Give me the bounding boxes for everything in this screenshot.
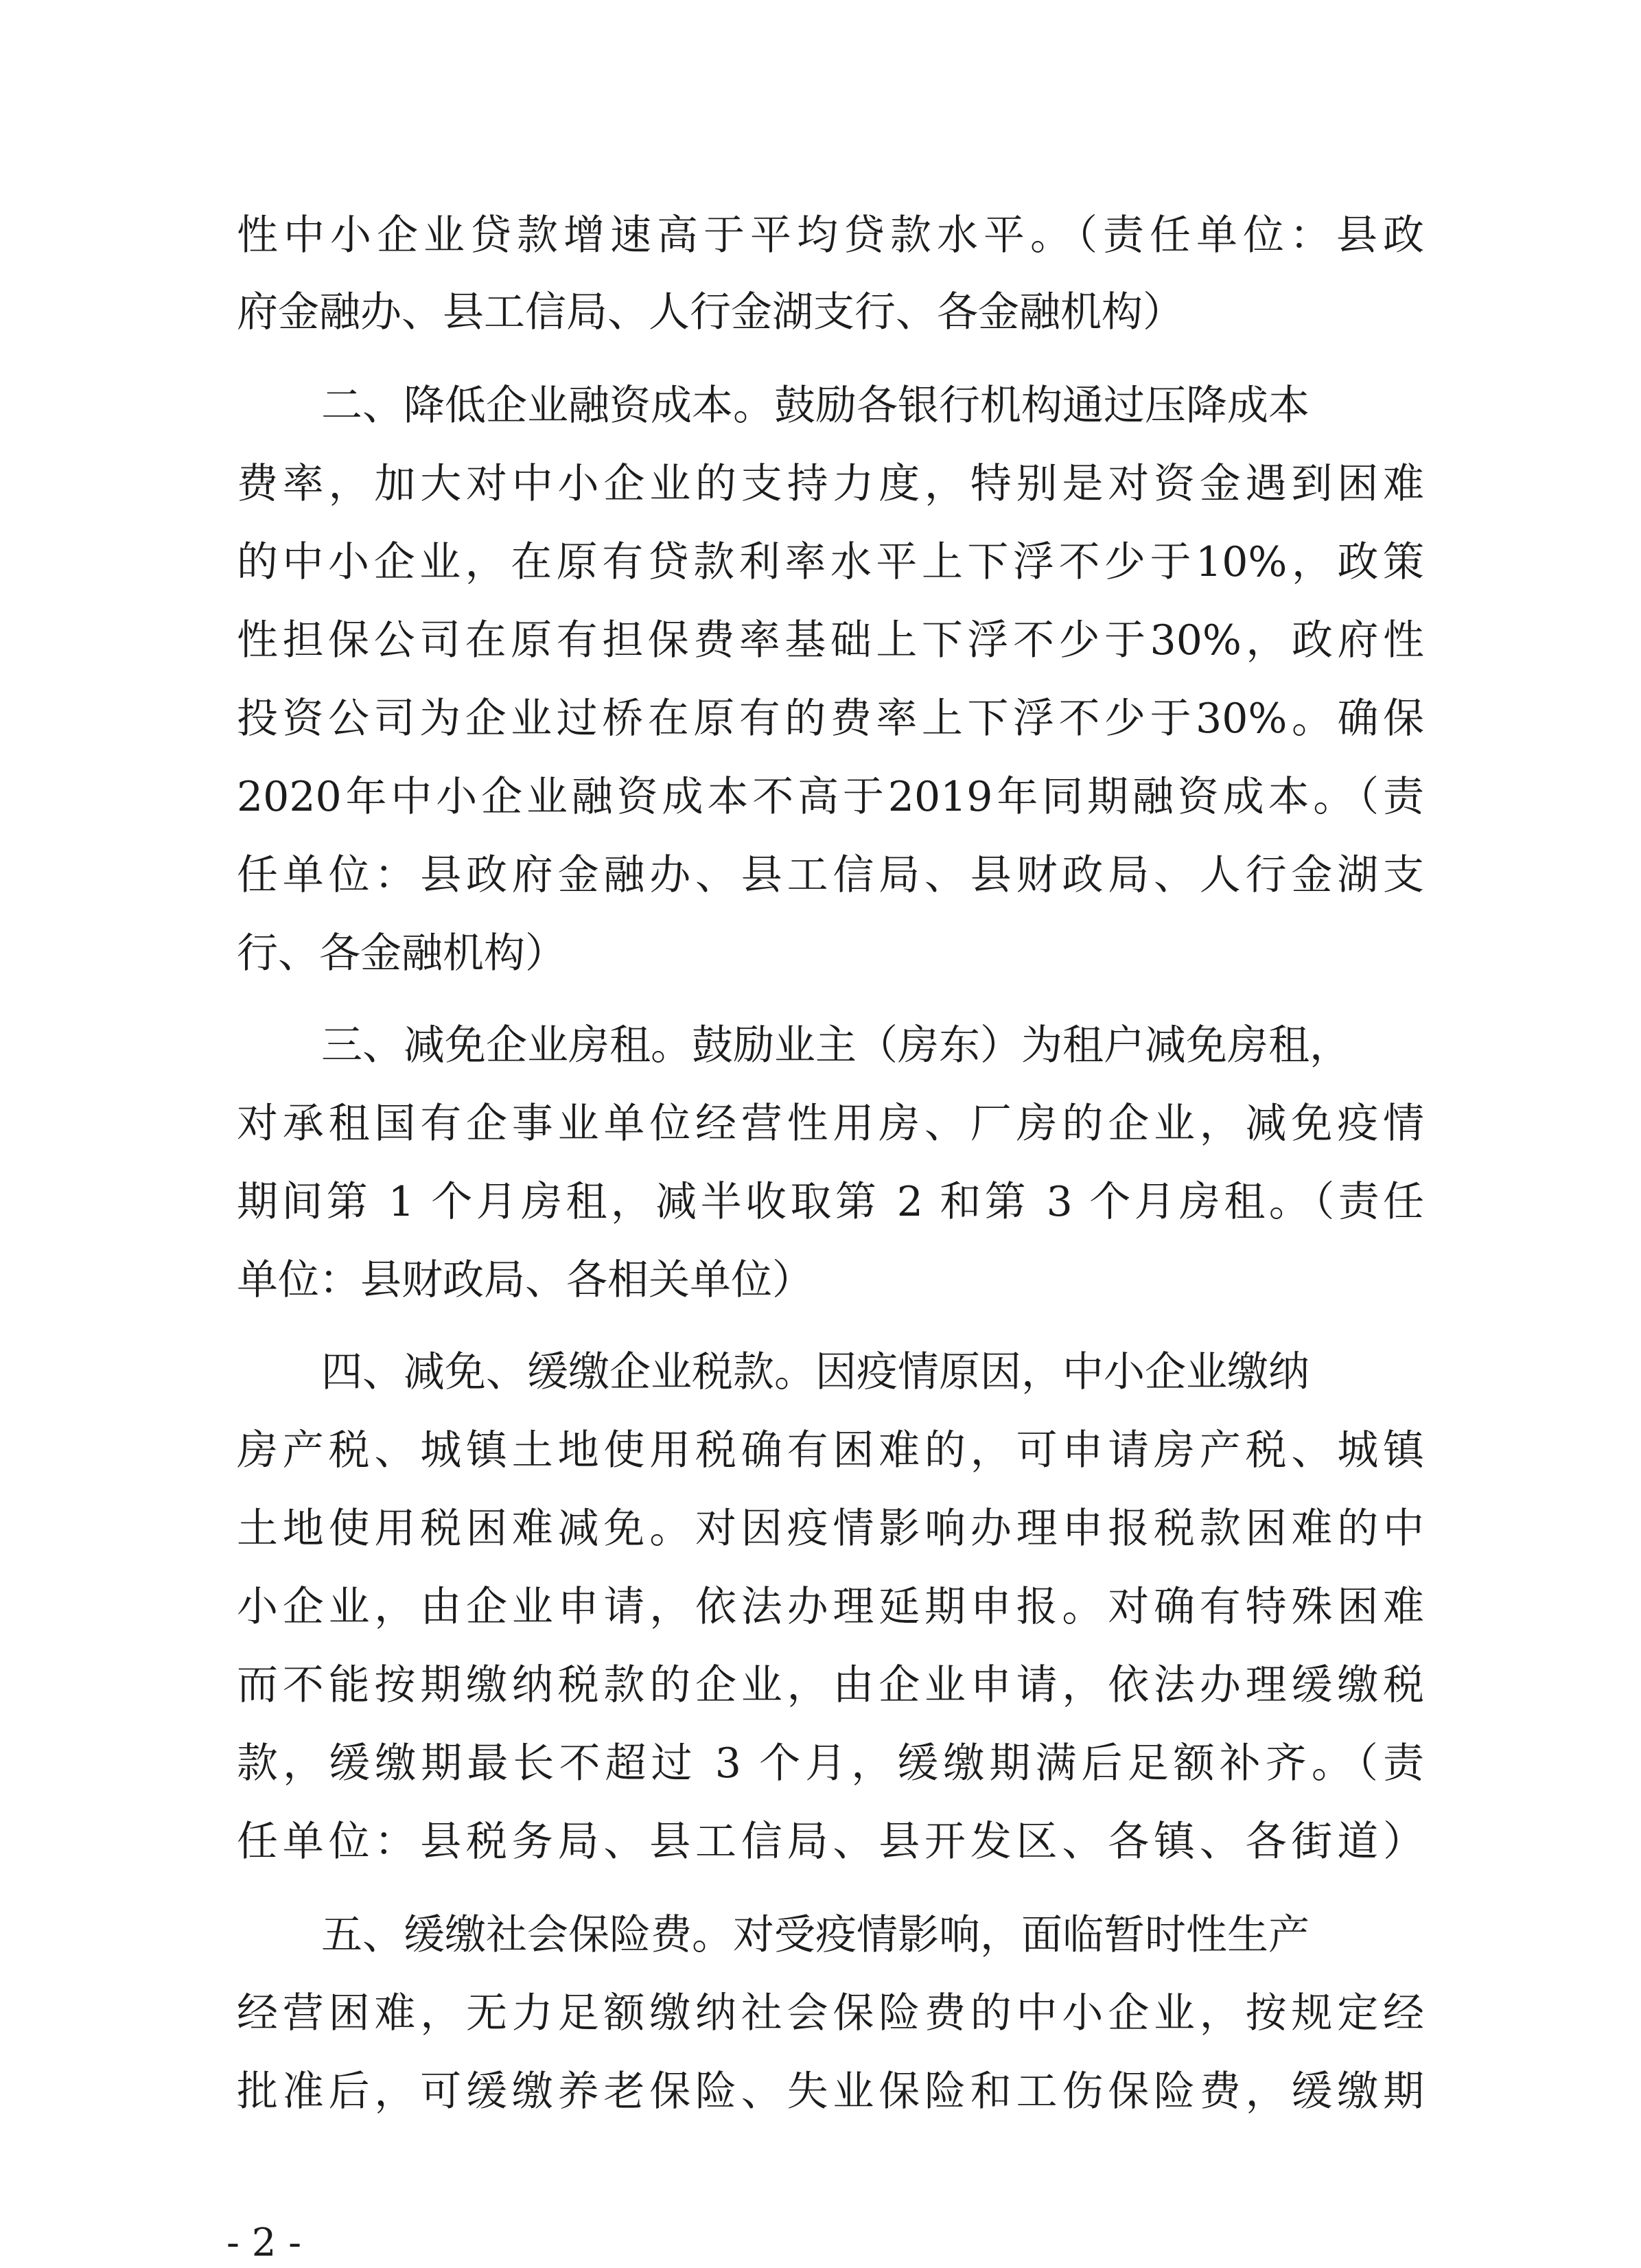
- line-text: 批准后，可缓缴养老保险、失业保险和工伤保险费，缓缴期: [237, 2068, 1424, 2116]
- section-four-heading: 四、减免、缓缴企业税款。: [321, 1348, 815, 1396]
- text-line: [237, 1583, 1424, 1631]
- text-line: [237, 211, 1424, 259]
- line-text: 任单位：县税务局、县工信局、县开发区、各镇、各街道）: [237, 1818, 1424, 1866]
- text-line: [237, 538, 1424, 586]
- line-text: 鼓励业主（房东）为租户减免房租，: [692, 1021, 1351, 1069]
- line-text: 而不能按期缴纳税款的企业，由企业申请，依法办理缓缴税: [237, 1661, 1424, 1709]
- line-text: 土地使用税困难减免。对因疫情影响办理申报税款困难的中: [237, 1505, 1424, 1553]
- line-text: 因疫情原因，中小企业缴纳: [815, 1348, 1310, 1396]
- line-text: 性中小企业贷款增速高于平均贷款水平。（责任单位：县政: [237, 211, 1424, 259]
- text-line: [237, 460, 1424, 508]
- line-text: 对受疫情影响，面临暂时性生产: [733, 1911, 1310, 1959]
- text-line: [237, 695, 1424, 743]
- text-line: [237, 2068, 1424, 2116]
- line-text: 小企业，由企业申请，依法办理延期申报。对确有特殊困难: [237, 1583, 1424, 1631]
- text-line: [237, 851, 1424, 899]
- text-line: [237, 1818, 1424, 1866]
- line-text: 行、各金融机构）: [237, 929, 566, 977]
- section-five-heading-line: [321, 1911, 1310, 1959]
- line-text: 鼓励各银行机构通过压降成本: [774, 382, 1310, 430]
- line-text: 府金融办、县工信局、人行金湖支行、各金融机构）: [237, 288, 1184, 336]
- line-text: 性担保公司在原有担保费率基础上下浮不少于30%，政府性: [237, 616, 1424, 664]
- text-line: [237, 1661, 1424, 1709]
- text-line: [237, 1178, 1424, 1226]
- text-line: [237, 616, 1424, 664]
- line-text: 款，缓缴期最长不超过 3 个月，缓缴期满后足额补齐。（责: [237, 1739, 1424, 1787]
- section-two-heading: 二、降低企业融资成本。: [321, 382, 774, 430]
- page-number: - 2 -: [226, 2221, 302, 2265]
- text-line: [237, 1256, 813, 1304]
- section-three-heading: 三、减免企业房租。: [321, 1021, 692, 1069]
- text-line: [237, 1426, 1424, 1474]
- text-line: [237, 288, 1184, 336]
- section-four-heading-line: [321, 1348, 1310, 1396]
- line-text: 2020年中小企业融资成本不高于2019年同期融资成本。（责: [237, 773, 1424, 821]
- line-text: 的中小企业，在原有贷款利率水平上下浮不少于10%，政策: [237, 538, 1424, 586]
- line-text: 单位：县财政局、各相关单位）: [237, 1256, 813, 1304]
- line-text: 房产税、城镇土地使用税确有困难的，可申请房产税、城镇: [237, 1426, 1424, 1474]
- line-text: 对承租国有企事业单位经营性用房、厂房的企业，减免疫情: [237, 1100, 1424, 1148]
- section-two-heading-line: [321, 382, 1310, 430]
- line-text: 费率，加大对中小企业的支持力度，特别是对资金遇到困难: [237, 460, 1424, 508]
- section-five-heading: 五、缓缴社会保险费。: [321, 1911, 733, 1959]
- section-three-heading-line: [321, 1021, 1351, 1069]
- text-line: [237, 1739, 1424, 1787]
- text-line: [237, 1505, 1424, 1553]
- line-text: 期间第 1 个月房租，减半收取第 2 和第 3 个月房租。（责任: [237, 1178, 1424, 1226]
- text-line: [237, 773, 1424, 821]
- line-text: 任单位：县政府金融办、县工信局、县财政局、人行金湖支: [237, 851, 1424, 899]
- text-line: [237, 1989, 1424, 2037]
- line-text: 经营困难，无力足额缴纳社会保险费的中小企业，按规定经: [237, 1989, 1424, 2037]
- text-line: [237, 929, 566, 977]
- text-line: [237, 1100, 1424, 1148]
- line-text: 投资公司为企业过桥在原有的费率上下浮不少于30%。确保: [237, 695, 1424, 743]
